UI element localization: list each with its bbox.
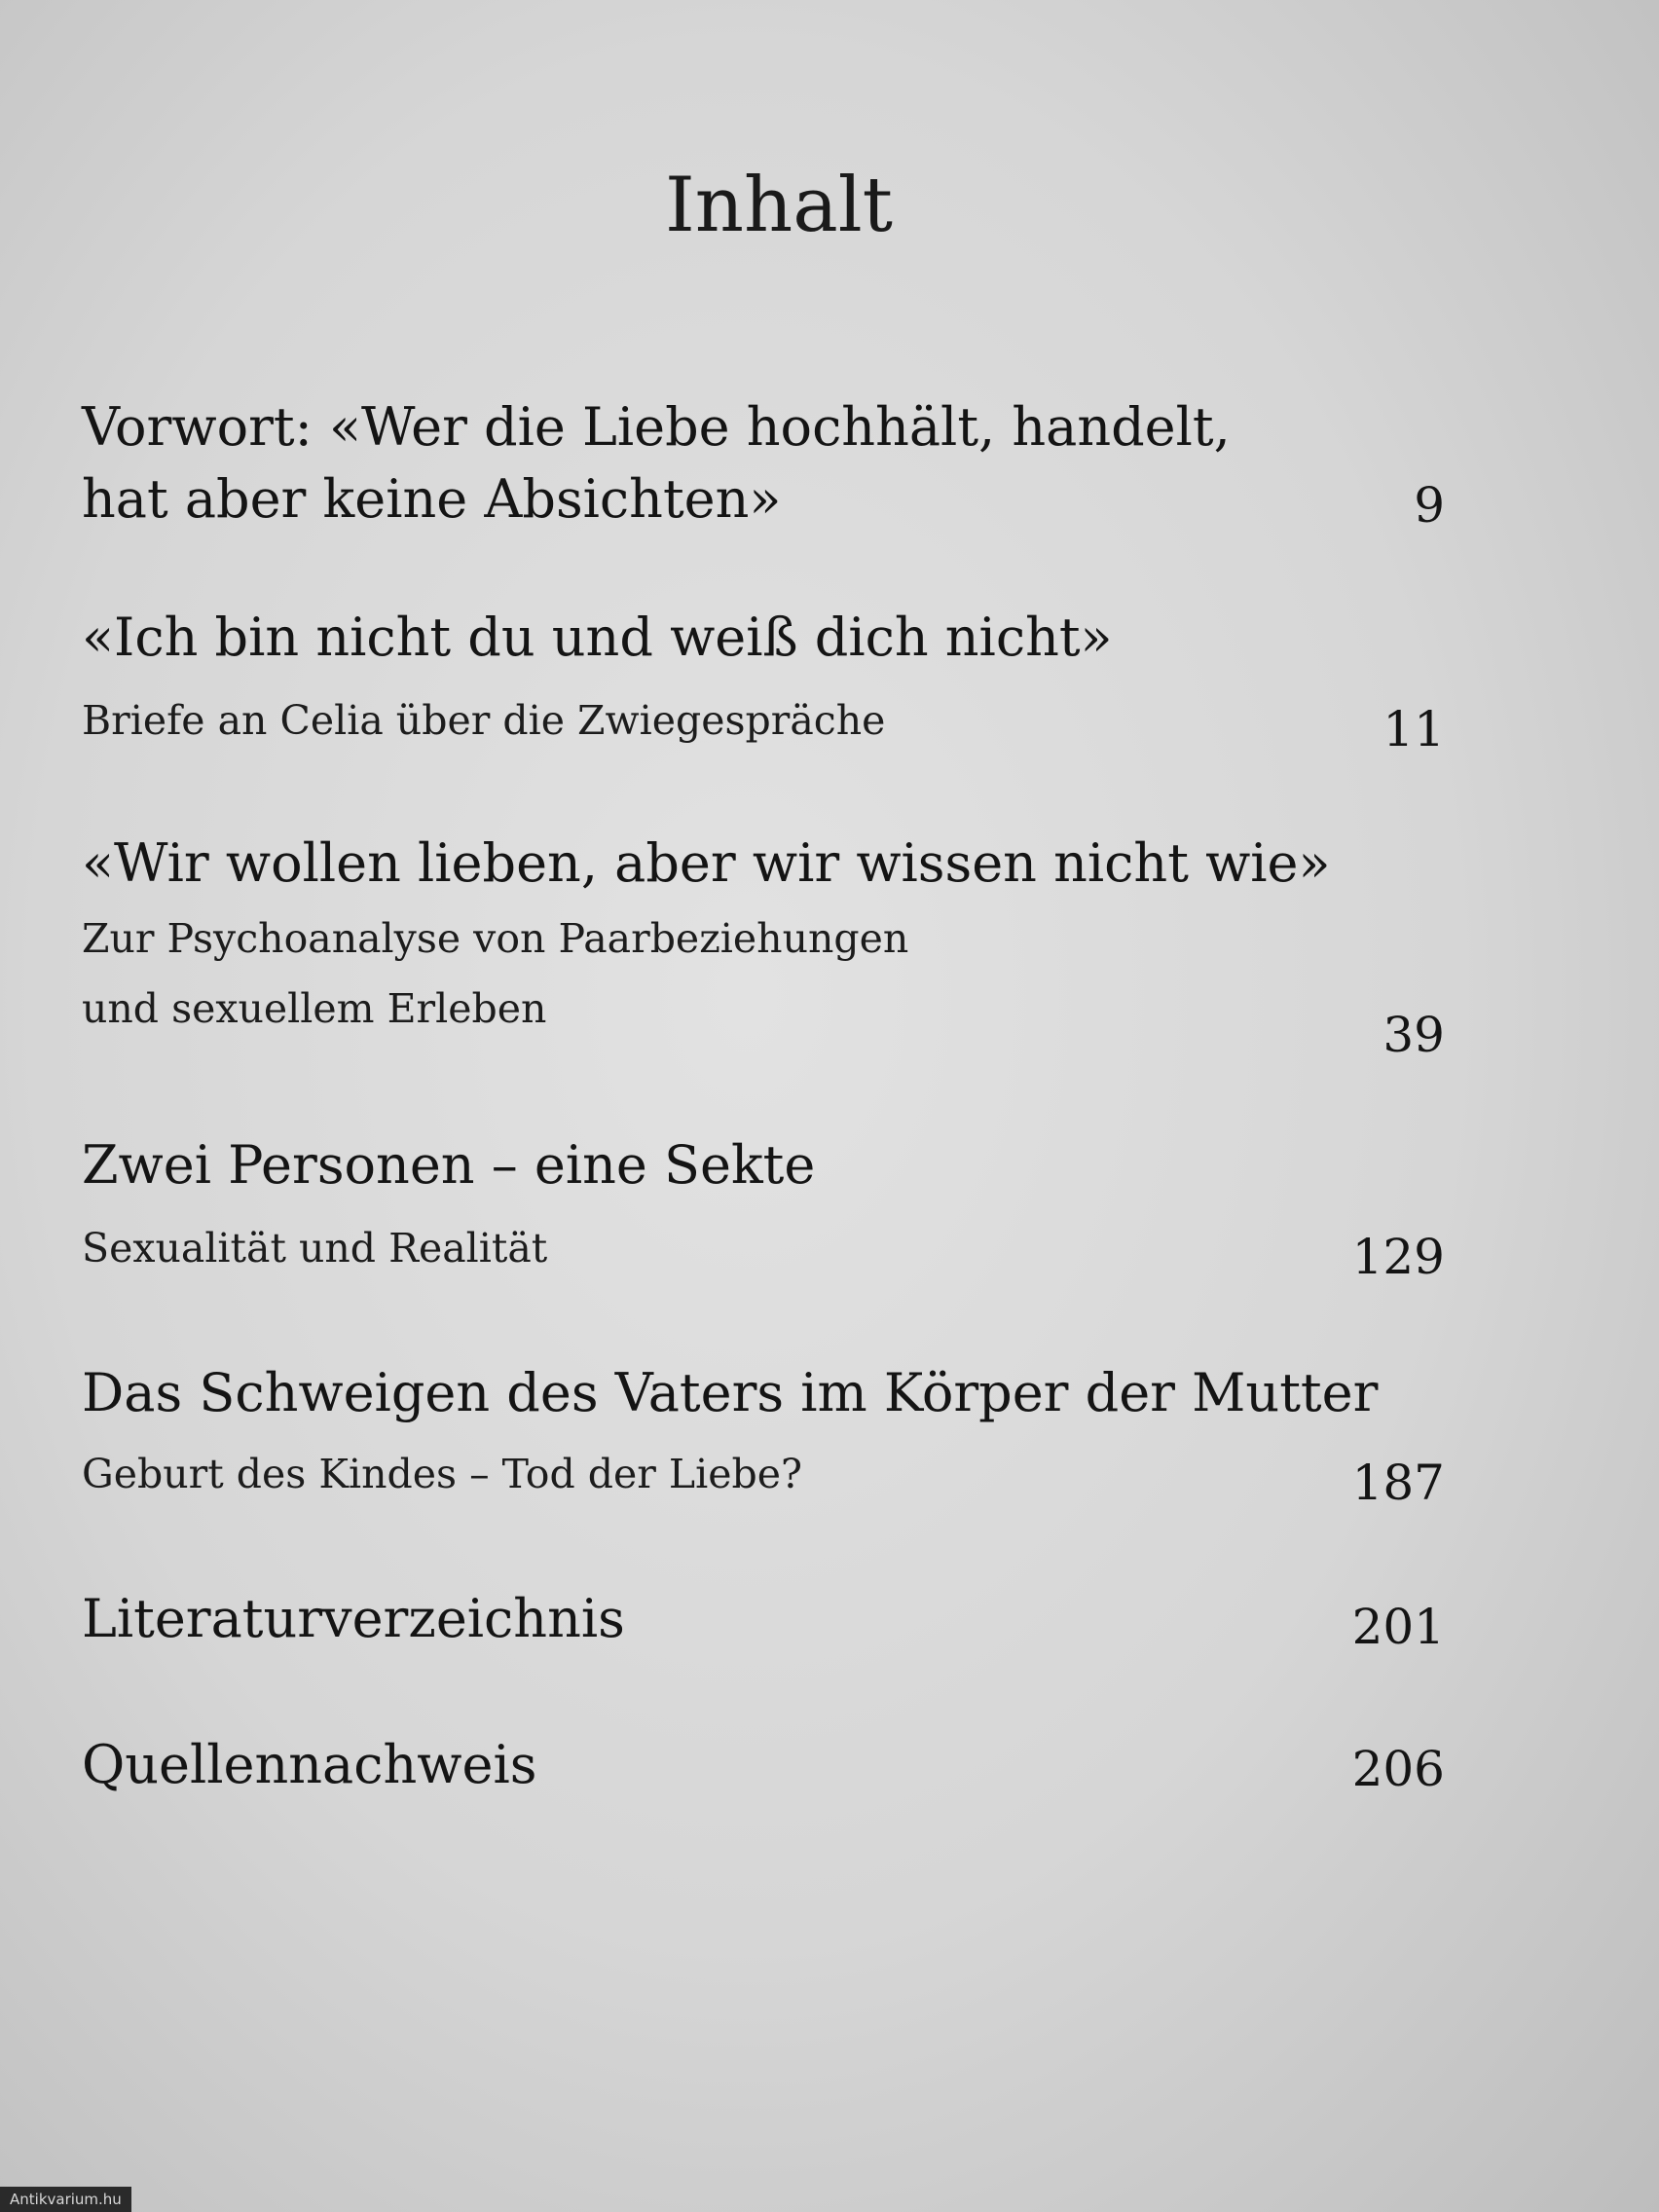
entry-title-line: hat aber keine Absichten» xyxy=(82,468,782,530)
entry-title-line: Vorwort: «Wer die Liebe hochhält, handelt, xyxy=(82,396,1231,458)
entry-subtitle: Briefe an Celia über die Zwiegespräche xyxy=(82,697,886,744)
entry-subtitle: und sexuellem Erleben xyxy=(82,985,547,1032)
entry-page-number: 11 xyxy=(1382,701,1445,757)
page-title: Inhalt xyxy=(664,162,894,249)
entry-title: Zwei Personen – eine Sekte xyxy=(82,1134,816,1196)
toc-entry-ich-bin-nicht-du xyxy=(82,602,1445,756)
entry-page-number: 206 xyxy=(1351,1741,1445,1797)
entry-page-number: 187 xyxy=(1351,1455,1445,1511)
entry-subtitle: Geburt des Kindes – Tod der Liebe? xyxy=(82,1451,802,1497)
toc-entry-zwei-personen xyxy=(82,1129,1445,1283)
entry-title: «Wir wollen lieben, aber wir wissen nicht wie» xyxy=(82,832,1331,894)
entry-title: Das Schweigen des Vaters im Körper der Mutter xyxy=(82,1362,1379,1423)
toc-entry-schweigen-des-vaters xyxy=(82,1357,1445,1509)
toc-entry-quellennachweis xyxy=(82,1729,1445,1801)
watermark-label: Antikvarium.hu xyxy=(0,2187,131,2212)
entry-page-number: 39 xyxy=(1382,1007,1445,1063)
toc-entry-vorwort xyxy=(82,391,1445,535)
entry-subtitle: Zur Psychoanalyse von Paarbeziehungen xyxy=(82,915,909,962)
entry-subtitle: Sexualität und Realität xyxy=(82,1225,548,1272)
toc-entry-wir-wollen-lieben xyxy=(82,828,1445,1044)
toc-entry-literaturverzeichnis xyxy=(82,1583,1445,1655)
entry-page-number: 9 xyxy=(1414,477,1445,534)
entry-page-number: 129 xyxy=(1351,1229,1445,1285)
entry-title: «Ich bin nicht du und weiß dich nicht» xyxy=(82,607,1113,668)
entry-title: Quellennachweis xyxy=(82,1734,537,1795)
entry-page-number: 201 xyxy=(1351,1599,1445,1655)
entry-title: Literaturverzeichnis xyxy=(82,1588,625,1649)
